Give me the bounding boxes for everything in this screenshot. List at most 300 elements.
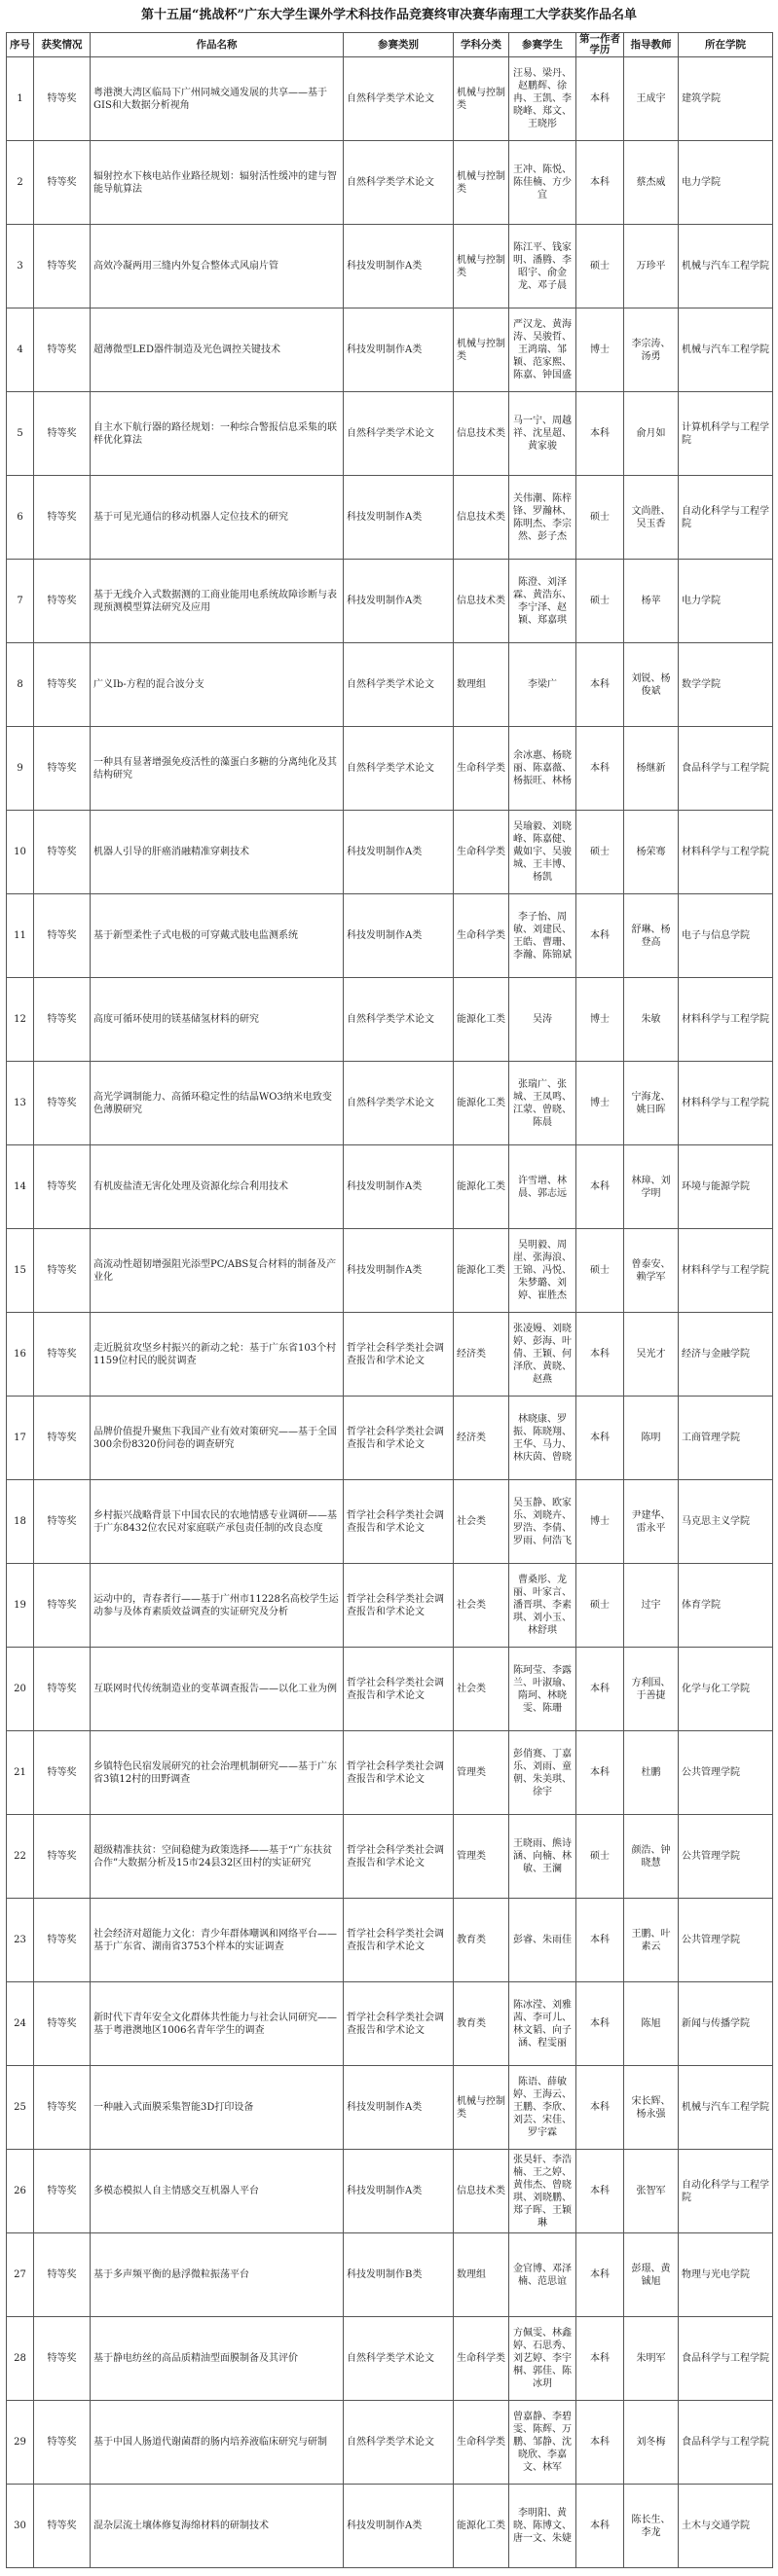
row-students: 陈澄、刘泽霖、黄浩东、李宁泽、赵颖、郑嘉琪: [509, 560, 576, 643]
row-advisor: 曾泰安、赖学军: [624, 1229, 679, 1313]
row-discipline: 社会类: [454, 1480, 509, 1564]
row-index: 16: [7, 1313, 34, 1397]
row-index: 3: [7, 225, 34, 308]
table-row: [7, 560, 773, 643]
row-advisor: 陈长生、李龙: [624, 2485, 679, 2568]
row-students: 汪易、梁丹、赵鹏辉、徐冉、王凯、李晓峰、郑文、王晓彤: [509, 57, 576, 141]
row-discipline: 能源化工类: [454, 1229, 509, 1313]
row-award: 特等奖: [34, 894, 91, 978]
header-award: 获奖情况: [34, 33, 91, 57]
table-row: [7, 894, 773, 978]
row-category: 哲学社会科学类社会调查报告和学术论文: [344, 1397, 454, 1480]
row-work-name: 混杂层流土壤体修复海绵材料的研制技术: [91, 2485, 344, 2568]
row-advisor: 杜鹏: [624, 1731, 679, 1815]
row-index: 18: [7, 1480, 34, 1564]
row-advisor: 陈明: [624, 1397, 679, 1480]
row-advisor: 舒琳、杨登高: [624, 894, 679, 978]
row-school: 物理与光电学院: [679, 2233, 773, 2317]
table-row: [7, 392, 773, 476]
row-category: 哲学社会科学类社会调查报告和学术论文: [344, 1731, 454, 1815]
row-degree: 本科: [576, 1145, 624, 1229]
table-row: [7, 2066, 773, 2150]
table-row: [7, 811, 773, 894]
row-discipline: 机械与控制类: [454, 57, 509, 141]
row-award: 特等奖: [34, 1731, 91, 1815]
row-students: 王晓雨、熊诗涵、向楠、林敏、王澜: [509, 1815, 576, 1899]
table-row: [7, 1815, 773, 1899]
row-discipline: 教育类: [454, 1982, 509, 2066]
table-row: [7, 308, 773, 392]
header-students: 参赛学生: [509, 33, 576, 57]
row-school: 数学学院: [679, 643, 773, 727]
row-category: 科技发明制作A类: [344, 1145, 454, 1229]
row-students: 李明阳、黄晓、陈博文、唐一文、朱婕: [509, 2485, 576, 2568]
row-award: 特等奖: [34, 57, 91, 141]
row-degree: 本科: [576, 57, 624, 141]
row-award: 特等奖: [34, 2233, 91, 2317]
row-award: 特等奖: [34, 392, 91, 476]
row-work-name: 基于中国人肠道代谢菌群的肠内培养液临床研究与研制: [91, 2401, 344, 2485]
row-students: 严汉龙、黄海涛、吴骏哲、王鸿瑞、邹颖、范家熙、陈嘉、钟国盛: [509, 308, 576, 392]
row-category: 自然科学类学术论文: [344, 1062, 454, 1145]
header-degree: 第一作者学历: [576, 33, 624, 57]
row-school: 电子与信息学院: [679, 894, 773, 978]
row-school: 新闻与传播学院: [679, 1982, 773, 2066]
row-advisor: 宁海龙、姚日晖: [624, 1062, 679, 1145]
table-row: [7, 1564, 773, 1648]
row-advisor: 宋长辉、杨永强: [624, 2066, 679, 2150]
row-index: 7: [7, 560, 34, 643]
row-work-name: 新时代下青年安全文化群体共性能力与社会认同研究——基于粤港澳地区1006名青年学生的调查: [91, 1982, 344, 2066]
row-category: 哲学社会科学类社会调查报告和学术论文: [344, 1648, 454, 1731]
row-discipline: 教育类: [454, 1899, 509, 1982]
row-index: 17: [7, 1397, 34, 1480]
row-index: 4: [7, 308, 34, 392]
table-row: [7, 643, 773, 727]
row-students: 吴玉静、欧家乐、刘晓卉、罗浩、李倩、罗雨、何浩飞: [509, 1480, 576, 1564]
row-degree: 本科: [576, 392, 624, 476]
row-students: 方佩雯、林鑫婷、石思秀、刘艺婷、李宇桐、郭佳、陈冰玥: [509, 2317, 576, 2401]
row-award: 特等奖: [34, 560, 91, 643]
row-advisor: 王成宇: [624, 57, 679, 141]
row-students: 张瑞广、张城、王凤鸣、江蒙、曾晓、陈晨: [509, 1062, 576, 1145]
table-row: [7, 978, 773, 1062]
header-index: 序号: [7, 33, 34, 57]
row-degree: 博士: [576, 978, 624, 1062]
row-students: 吴明毅、周崖、张海浪、王锦、冯悦、朱梦璐、刘婷、崔胜杰: [509, 1229, 576, 1313]
row-category: 科技发明制作A类: [344, 308, 454, 392]
row-school: 自动化科学与工程学院: [679, 2150, 773, 2233]
row-degree: 博士: [576, 1062, 624, 1145]
row-school: 土木与交通学院: [679, 2485, 773, 2568]
row-students: 吴瑜毅、刘晓峰、陈嘉健、戴如宇、吴骏城、王丰博、杨凯: [509, 811, 576, 894]
row-discipline: 数理组: [454, 2233, 509, 2317]
row-index: 28: [7, 2317, 34, 2401]
row-degree: 硕士: [576, 560, 624, 643]
row-degree: 本科: [576, 2066, 624, 2150]
row-school: 建筑学院: [679, 57, 773, 141]
table-row: [7, 2485, 773, 2568]
row-discipline: 社会类: [454, 1564, 509, 1648]
table-row: [7, 225, 773, 308]
row-students: 金官博、邓泽楠、范思谊: [509, 2233, 576, 2317]
row-school: 化学与化工学院: [679, 1648, 773, 1731]
row-award: 特等奖: [34, 308, 91, 392]
row-school: 工商管理学院: [679, 1397, 773, 1480]
row-category: 哲学社会科学类社会调查报告和学术论文: [344, 1313, 454, 1397]
row-index: 11: [7, 894, 34, 978]
table-row: [7, 2317, 773, 2401]
row-students: 张凌嫚、刘晓婷、彭海、叶倩、王颖、何泽欣、黄晓、赵燕: [509, 1313, 576, 1397]
row-students: 彭睿、朱雨佳: [509, 1899, 576, 1982]
row-discipline: 机械与控制类: [454, 2066, 509, 2150]
row-discipline: 生命科学类: [454, 811, 509, 894]
row-students: 陈语、薛敏婷、王海云、王鹏、李欣、刘芸、宋佳、罗宇霖: [509, 2066, 576, 2150]
row-degree: 本科: [576, 141, 624, 225]
row-school: 材料科学与工程学院: [679, 978, 773, 1062]
table-row: [7, 1397, 773, 1480]
header-row: [7, 33, 773, 57]
header-advisor: 指导教师: [624, 33, 679, 57]
row-degree: 博士: [576, 308, 624, 392]
row-students: 曹桑彤、龙丽、叶家言、潘晋琪、李素琪、刘小玉、林舒琪: [509, 1564, 576, 1648]
row-school: 机械与汽车工程学院: [679, 2066, 773, 2150]
row-school: 公共管理学院: [679, 1899, 773, 1982]
row-work-name: 超级精准扶贫：空间稳健为政策选择——基于“广东扶贫合作”大数据分析及15市24县32区田村的实证研究: [91, 1815, 344, 1899]
row-index: 1: [7, 57, 34, 141]
table-row: [7, 141, 773, 225]
row-school: 环境与能源学院: [679, 1145, 773, 1229]
row-work-name: 高度可循环使用的镁基储氢材料的研究: [91, 978, 344, 1062]
row-students: 陈冰滢、刘雅茜、李可儿、林文韬、向子涵、程雯丽: [509, 1982, 576, 2066]
row-category: 自然科学类学术论文: [344, 57, 454, 141]
row-students: 彭俏赛、丁嘉乐、刘雨、童朝、朱美琪、徐宇: [509, 1731, 576, 1815]
row-degree: 本科: [576, 1899, 624, 1982]
row-work-name: 自主水下航行器的路径规划：一种综合警报信息采集的联样优化算法: [91, 392, 344, 476]
row-advisor: 张智军: [624, 2150, 679, 2233]
row-advisor: 蔡杰威: [624, 141, 679, 225]
row-school: 食品科学与工程学院: [679, 727, 773, 811]
row-discipline: 管理类: [454, 1731, 509, 1815]
row-index: 14: [7, 1145, 34, 1229]
table-header: [7, 33, 773, 57]
row-students: 李子怡、周敏、刘建民、王皓、曹珊、李瀚、陈锦斌: [509, 894, 576, 978]
row-work-name: 辐射控水下核电站作业路径规划：辐射活性缓冲的建与智能导航算法: [91, 141, 344, 225]
row-advisor: 俞月如: [624, 392, 679, 476]
row-award: 特等奖: [34, 2066, 91, 2150]
row-index: 10: [7, 811, 34, 894]
row-students: 陈江平、钱家明、潘腾、李昭宇、俞金龙、邓子晨: [509, 225, 576, 308]
row-advisor: 刘锐、杨俊斌: [624, 643, 679, 727]
row-category: 自然科学类学术论文: [344, 978, 454, 1062]
row-degree: 硕士: [576, 225, 624, 308]
row-work-name: 一种融入式面膜采集智能3D打印设备: [91, 2066, 344, 2150]
row-category: 哲学社会科学类社会调查报告和学术论文: [344, 1899, 454, 1982]
row-award: 特等奖: [34, 1564, 91, 1648]
row-advisor: 尹建华、雷永平: [624, 1480, 679, 1564]
row-index: 21: [7, 1731, 34, 1815]
header-category: 参赛类别: [344, 33, 454, 57]
row-award: 特等奖: [34, 727, 91, 811]
row-category: 自然科学类学术论文: [344, 141, 454, 225]
table-row: [7, 1480, 773, 1564]
row-degree: 本科: [576, 727, 624, 811]
table-row: [7, 1062, 773, 1145]
row-index: 8: [7, 643, 34, 727]
row-advisor: 文尚胜、吴玉香: [624, 476, 679, 560]
row-advisor: 方利国、于善捷: [624, 1648, 679, 1731]
row-students: 余冰惠、杨晓丽、陈嘉薇、杨振旺、林杨: [509, 727, 576, 811]
row-students: 张昊轩、李浩楠、王之婷、黄伟杰、曾晓琪、刘晓鹏、郑子晖、王颖琳: [509, 2150, 576, 2233]
row-index: 5: [7, 392, 34, 476]
row-degree: 本科: [576, 2150, 624, 2233]
row-work-name: 多模态模拟人自主情感交互机器人平台: [91, 2150, 344, 2233]
row-advisor: 颜浩、钟晓慧: [624, 1815, 679, 1899]
row-work-name: 高流动性超韧增强阻光添型PC/ABS复合材料的制备及产业化: [91, 1229, 344, 1313]
row-advisor: 彭璟、黄铖旭: [624, 2233, 679, 2317]
row-school: 电力学院: [679, 560, 773, 643]
row-award: 特等奖: [34, 1145, 91, 1229]
row-work-name: 基于可见光通信的移动机器人定位技术的研究: [91, 476, 344, 560]
page-title: 第十五届“挑战杯”广东大学生课外学术科技作品竞赛终审决赛华南理工大学获奖作品名单: [141, 8, 637, 22]
row-award: 特等奖: [34, 2150, 91, 2233]
row-index: 2: [7, 141, 34, 225]
table-row: [7, 1229, 773, 1313]
row-award: 特等奖: [34, 2485, 91, 2568]
row-index: 20: [7, 1648, 34, 1731]
row-advisor: 朱明军: [624, 2317, 679, 2401]
row-category: 自然科学类学术论文: [344, 2401, 454, 2485]
row-work-name: 社会经济对超能力文化：青少年群体嘲讽和网络平台——基于广东省、湖南省3753个样本的实证调查: [91, 1899, 344, 1982]
row-index: 25: [7, 2066, 34, 2150]
row-degree: 本科: [576, 1313, 624, 1397]
row-students: 许雪增、林晨、郭志远: [509, 1145, 576, 1229]
row-school: 机械与汽车工程学院: [679, 225, 773, 308]
row-award: 特等奖: [34, 1229, 91, 1313]
row-advisor: 杨荣骞: [624, 811, 679, 894]
row-category: 科技发明制作A类: [344, 225, 454, 308]
row-work-name: 机器人引导的肝癌消融精准穿刺技术: [91, 811, 344, 894]
row-category: 自然科学类学术论文: [344, 392, 454, 476]
row-award: 特等奖: [34, 1062, 91, 1145]
row-discipline: 信息技术类: [454, 560, 509, 643]
row-category: 哲学社会科学类社会调查报告和学术论文: [344, 1982, 454, 2066]
row-category: 哲学社会科学类社会调查报告和学术论文: [344, 1815, 454, 1899]
row-degree: 本科: [576, 2401, 624, 2485]
row-work-name: 乡镇特色民宿发展研究的社会治理机制研究——基于广东省3镇12村的田野调查: [91, 1731, 344, 1815]
row-work-name: 有机废盐渣无害化处理及资源化综合利用技术: [91, 1145, 344, 1229]
row-discipline: 生命科学类: [454, 894, 509, 978]
row-award: 特等奖: [34, 141, 91, 225]
row-advisor: 朱敏: [624, 978, 679, 1062]
row-category: 哲学社会科学类社会调查报告和学术论文: [344, 1480, 454, 1564]
row-index: 9: [7, 727, 34, 811]
row-category: 哲学社会科学类社会调查报告和学术论文: [344, 1564, 454, 1648]
row-index: 22: [7, 1815, 34, 1899]
row-degree: 硕士: [576, 476, 624, 560]
row-degree: 本科: [576, 643, 624, 727]
row-school: 机械与汽车工程学院: [679, 308, 773, 392]
row-advisor: 林璋、刘学明: [624, 1145, 679, 1229]
row-degree: 博士: [576, 1480, 624, 1564]
row-award: 特等奖: [34, 1815, 91, 1899]
table-row: [7, 1899, 773, 1982]
row-school: 食品科学与工程学院: [679, 2317, 773, 2401]
row-award: 特等奖: [34, 1397, 91, 1480]
row-award: 特等奖: [34, 225, 91, 308]
row-award: 特等奖: [34, 476, 91, 560]
row-category: 科技发明制作A类: [344, 560, 454, 643]
row-index: 13: [7, 1062, 34, 1145]
row-school: 自动化科学与工程学院: [679, 476, 773, 560]
row-degree: 硕士: [576, 1564, 624, 1648]
row-students: 吴涛: [509, 978, 576, 1062]
row-award: 特等奖: [34, 1982, 91, 2066]
row-discipline: 信息技术类: [454, 476, 509, 560]
row-index: 15: [7, 1229, 34, 1313]
row-discipline: 社会类: [454, 1648, 509, 1731]
row-award: 特等奖: [34, 2317, 91, 2401]
row-index: 29: [7, 2401, 34, 2485]
row-discipline: 管理类: [454, 1815, 509, 1899]
row-school: 体育学院: [679, 1564, 773, 1648]
row-degree: 本科: [576, 1397, 624, 1480]
row-index: 19: [7, 1564, 34, 1648]
row-school: 材料科学与工程学院: [679, 1062, 773, 1145]
row-work-name: 一种具有显著增强免疫活性的藻蛋白多糖的分离纯化及其结构研究: [91, 727, 344, 811]
row-index: 26: [7, 2150, 34, 2233]
row-students: 马一宁、周越祥、沈星超、黄家骏: [509, 392, 576, 476]
row-discipline: 机械与控制类: [454, 141, 509, 225]
row-category: 科技发明制作A类: [344, 811, 454, 894]
row-advisor: 陈旭: [624, 1982, 679, 2066]
row-discipline: 经济类: [454, 1397, 509, 1480]
row-advisor: 杨苹: [624, 560, 679, 643]
row-award: 特等奖: [34, 2401, 91, 2485]
row-discipline: 数理组: [454, 643, 509, 727]
row-discipline: 机械与控制类: [454, 225, 509, 308]
row-students: 关伟潮、陈梓锋、罗瀚林、陈明杰、李宗然、彭子杰: [509, 476, 576, 560]
header-discipline: 学科分类: [454, 33, 509, 57]
row-category: 科技发明制作A类: [344, 476, 454, 560]
row-advisor: 王鹏、叶素云: [624, 1899, 679, 1982]
row-work-name: 基于多声频平衡的悬浮微粒振荡平台: [91, 2233, 344, 2317]
row-students: 曾嘉静、李碧雯、陈辉、万鹏、邹静、沈晓欣、李嘉文、林军: [509, 2401, 576, 2485]
row-award: 特等奖: [34, 1313, 91, 1397]
row-work-name: 超薄微型LED器件制造及光色调控关键技术: [91, 308, 344, 392]
row-work-name: 广义Ib-方程的混合波分支: [91, 643, 344, 727]
row-work-name: 基于静电纺丝的高品质精油型面膜制备及其评价: [91, 2317, 344, 2401]
table-row: [7, 2401, 773, 2485]
row-category: 科技发明制作A类: [344, 2066, 454, 2150]
row-degree: 本科: [576, 2233, 624, 2317]
row-degree: 本科: [576, 2485, 624, 2568]
table-row: [7, 476, 773, 560]
row-advisor: 过宇: [624, 1564, 679, 1648]
row-category: 科技发明制作A类: [344, 894, 454, 978]
row-work-name: 品牌价值提升聚焦下我国产业有效对策研究——基于全国300余份8320份问卷的调查研究: [91, 1397, 344, 1480]
table-row: [7, 1731, 773, 1815]
row-work-name: 高光学调制能力、高循环稳定性的结晶WO3纳米电致变色薄膜研究: [91, 1062, 344, 1145]
row-award: 特等奖: [34, 978, 91, 1062]
row-degree: 硕士: [576, 811, 624, 894]
row-category: 自然科学类学术论文: [344, 643, 454, 727]
row-category: 科技发明制作A类: [344, 1229, 454, 1313]
table-row: [7, 1648, 773, 1731]
row-work-name: 基于新型柔性子式电极的可穿戴式肢电监测系统: [91, 894, 344, 978]
row-school: 马克思主义学院: [679, 1480, 773, 1564]
row-index: 12: [7, 978, 34, 1062]
table-row: [7, 1982, 773, 2066]
header-work-name: 作品名称: [91, 33, 344, 57]
row-school: 公共管理学院: [679, 1815, 773, 1899]
row-degree: 本科: [576, 1982, 624, 2066]
row-discipline: 生命科学类: [454, 2317, 509, 2401]
row-discipline: 机械与控制类: [454, 308, 509, 392]
row-discipline: 经济类: [454, 1313, 509, 1397]
row-school: 材料科学与工程学院: [679, 1229, 773, 1313]
row-discipline: 生命科学类: [454, 2401, 509, 2485]
row-index: 30: [7, 2485, 34, 2568]
row-award: 特等奖: [34, 1899, 91, 1982]
row-award: 特等奖: [34, 643, 91, 727]
row-advisor: 李宗涛、汤勇: [624, 308, 679, 392]
row-discipline: 信息技术类: [454, 2150, 509, 2233]
row-advisor: 万珍平: [624, 225, 679, 308]
row-category: 科技发明制作B类: [344, 2233, 454, 2317]
row-award: 特等奖: [34, 1480, 91, 1564]
row-discipline: 能源化工类: [454, 2485, 509, 2568]
table-row: [7, 57, 773, 141]
row-students: 李梁广: [509, 643, 576, 727]
row-index: 23: [7, 1899, 34, 1982]
row-discipline: 信息技术类: [454, 392, 509, 476]
row-discipline: 生命科学类: [454, 727, 509, 811]
row-work-name: 互联网时代传统制造业的变革调查报告——以化工业为例: [91, 1648, 344, 1731]
row-work-name: 乡村振兴战略背景下中国农民的农地情感专业调研——基于广东8432位农民对家庭联产承包责任制的改良态度: [91, 1480, 344, 1564]
row-degree: 本科: [576, 1648, 624, 1731]
header-school: 所在学院: [679, 33, 773, 57]
row-category: 科技发明制作A类: [344, 2150, 454, 2233]
row-category: 自然科学类学术论文: [344, 727, 454, 811]
row-discipline: 能源化工类: [454, 1145, 509, 1229]
row-work-name: 粤港澳大湾区临局下广州同城交通发展的共享——基于GIS和大数据分析视角: [91, 57, 344, 141]
row-award: 特等奖: [34, 811, 91, 894]
table-row: [7, 2150, 773, 2233]
row-degree: 本科: [576, 1731, 624, 1815]
row-award: 特等奖: [34, 1648, 91, 1731]
row-students: 林晓康、罗振、陈晓翔、王华、马力、林庆茵、曾晓: [509, 1397, 576, 1480]
row-work-name: 运动中的，青春者行——基于广州市11228名高校学生运动参与及体育素质效益调查的实证研究及分析: [91, 1564, 344, 1648]
table-body: [7, 57, 773, 2568]
row-degree: 本科: [576, 2317, 624, 2401]
row-students: 王冲、陈悦、陈佳楠、方少宜: [509, 141, 576, 225]
row-work-name: 高效冷凝两用三缝内外复合整体式风扇片管: [91, 225, 344, 308]
row-school: 食品科学与工程学院: [679, 2401, 773, 2485]
row-advisor: 吴光才: [624, 1313, 679, 1397]
row-students: 陈珂莹、李露兰、叶淑瑜、隋珂、林晓雯、陈珊: [509, 1648, 576, 1731]
row-index: 27: [7, 2233, 34, 2317]
row-discipline: 能源化工类: [454, 1062, 509, 1145]
row-index: 6: [7, 476, 34, 560]
table-row: [7, 727, 773, 811]
row-school: 经济与金融学院: [679, 1313, 773, 1397]
row-discipline: 能源化工类: [454, 978, 509, 1062]
row-school: 电力学院: [679, 141, 773, 225]
row-index: 24: [7, 1982, 34, 2066]
row-category: 自然科学类学术论文: [344, 2317, 454, 2401]
row-school: 计算机科学与工程学院: [679, 392, 773, 476]
